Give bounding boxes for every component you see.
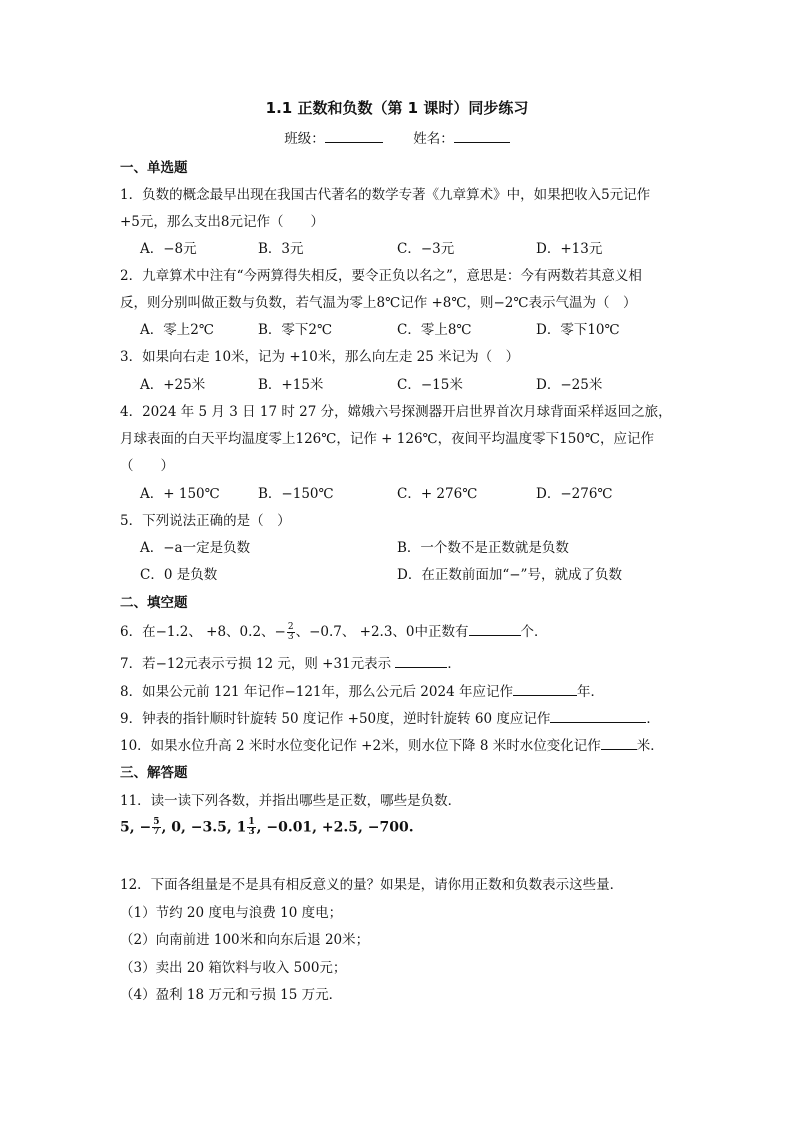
q11-fraction1-denominator: 7 (153, 827, 160, 837)
q9-line (120, 707, 680, 727)
q1-option-b: B．3元 (258, 241, 304, 257)
q1-stem-line2: +5元，那么支出8元记作（ ） (120, 214, 324, 230)
q5-option-c: C．0 是负数 (140, 567, 218, 583)
q4-stem-line3: （ ） (120, 458, 174, 474)
q11-fraction2-denominator: 3 (248, 827, 255, 837)
q7-line (120, 652, 680, 672)
q6-fraction (287, 623, 295, 642)
section-heading-single-choice: 一、单选题 (120, 160, 188, 176)
q3-stem-line1: 3．如果向右走 10米，记为 +10米，那么向左走 25 米记为（ ） (120, 349, 520, 365)
q9-text-end: ． (646, 711, 660, 727)
q10-line (120, 734, 680, 754)
student-info-line (0, 127, 794, 147)
q6-fraction-numerator: 2 (287, 622, 294, 632)
class-blank[interactable] (325, 130, 383, 143)
q7-text-pre: 7．若−12元表示亏损 12 元，则 +31元表示 (120, 656, 396, 672)
class-label: 班级： (284, 131, 325, 147)
q10-answer-blank[interactable] (601, 737, 637, 750)
q2-option-b: B．零下2℃ (258, 322, 333, 338)
q2-option-a: A．零上2℃ (140, 322, 214, 338)
q6-text-post: 、−0.7、 +2.3、0中正数有 (295, 624, 469, 640)
q4-stem-line2: 月球表面的白天平均温度零上126℃，记作 + 126℃，夜间平均温度零下150℃，应记作 (120, 431, 655, 447)
q9-answer-blank[interactable] (550, 710, 646, 723)
q11-number-list (120, 818, 414, 837)
q6-line (120, 620, 680, 642)
q11-fraction-1-3 (247, 818, 255, 837)
q10-text-pre: 10．如果水位升高 2 米时水位变化记作 +2米，则水位下降 8 米时水位变化记作 (120, 738, 601, 754)
q12-item-1: （1）节约 20 度电与浪费 10 度电； (120, 905, 343, 921)
q11-fraction1-numerator: 5 (153, 817, 160, 827)
q11-numbers-part3: , −0.01, +2.5, −700. (256, 819, 414, 836)
q3-option-d: D．−25米 (536, 377, 603, 393)
q5-option-b: B．一个数不是正数就是负数 (397, 540, 569, 556)
q11-fraction2-numerator: 1 (248, 817, 255, 827)
q1-stem-line1: 1．负数的概念最早出现在我国古代著名的数学专著《九章算术》中，如果把收入5元记作 (120, 187, 651, 203)
q9-text-pre: 9．钟表的指针顺时针旋转 50 度记作 +50度，逆时针旋转 60 度应记作 (120, 711, 551, 727)
q7-text-end: ． (447, 656, 461, 672)
q5-option-a: A．−a一定是负数 (140, 540, 251, 556)
q12-stem-line1: 12．下面各组量是不是具有相反意义的量？如果是，请你用正数和负数表示这些量． (120, 877, 624, 893)
name-blank[interactable] (454, 130, 510, 143)
q4-stem-line1: 4．2024 年 5 月 3 日 17 时 27 分，嫦娥六号探测器开启世界首次月球背面采样返回之旅， (120, 404, 672, 420)
q4-option-d: D．−276℃ (536, 486, 613, 502)
q6-text-end: 个． (520, 624, 548, 640)
q6-answer-blank[interactable] (469, 623, 521, 636)
page-title: 1.1 正数和负数（第 1 课时）同步练习 (265, 99, 529, 117)
q3-option-b: B．+15米 (258, 377, 324, 393)
q12-item-3: （3）卖出 20 箱饮料与收入 500元； (120, 960, 347, 976)
q8-line (120, 680, 680, 700)
section-heading-fill-blank: 二、填空题 (120, 595, 188, 611)
q4-option-b: B．−150℃ (258, 486, 334, 502)
q12-item-4: （4）盈利 18 万元和亏损 15 万元． (120, 987, 343, 1003)
q12-item-2: （2）向南前进 100米和向东后退 20米； (120, 932, 370, 948)
q8-text-pre: 8．如果公元前 121 年记作−121年，那么公元后 2024 年应记作 (120, 684, 513, 700)
section-heading-answer: 三、解答题 (120, 765, 188, 781)
q2-stem-line2: 反，则分别叫做正数与负数，若气温为零上8℃记作 +8℃，则−2℃表示气温为（ ） (120, 295, 637, 311)
q2-option-d: D．零下10℃ (536, 322, 620, 338)
q8-text-end: 年． (576, 684, 604, 700)
q10-text-end: 米． (636, 738, 664, 754)
q11-stem-line1: 11．读一读下列各数，并指出哪些是正数，哪些是负数． (120, 793, 462, 809)
q4-option-c: C．+ 276℃ (397, 486, 478, 502)
q3-option-c: C．−15米 (397, 377, 463, 393)
q1-option-c: C．−3元 (397, 241, 455, 257)
q2-option-c: C．零上8℃ (397, 322, 472, 338)
q6-text-pre: 6．在−1.2、 +8、0.2、− (120, 624, 286, 640)
q6-fraction-denominator: 3 (287, 632, 294, 642)
q11-fraction-5-7 (152, 818, 160, 837)
q5-stem-line1: 5．下列说法正确的是（ ） (120, 513, 291, 529)
q3-option-a: A．+25米 (140, 377, 206, 393)
q5-option-d: D．在正数前面加“−”号，就成了负数 (397, 567, 622, 583)
q11-numbers-part2: , 0, −3.5, 1 (161, 819, 247, 836)
q7-answer-blank[interactable] (395, 655, 447, 668)
q11-numbers-part1: 5, − (120, 819, 152, 836)
q1-option-d: D．+13元 (536, 241, 603, 257)
q4-option-a: A．+ 150℃ (140, 486, 220, 502)
q1-option-a: A．−8元 (140, 241, 197, 257)
name-label: 姓名： (413, 131, 454, 147)
q2-stem-line1: 2．九章算术中注有“今两算得失相反，要令正负以名之”，意思是：今有两数若其意义相 (120, 268, 642, 284)
q8-answer-blank[interactable] (513, 683, 577, 696)
